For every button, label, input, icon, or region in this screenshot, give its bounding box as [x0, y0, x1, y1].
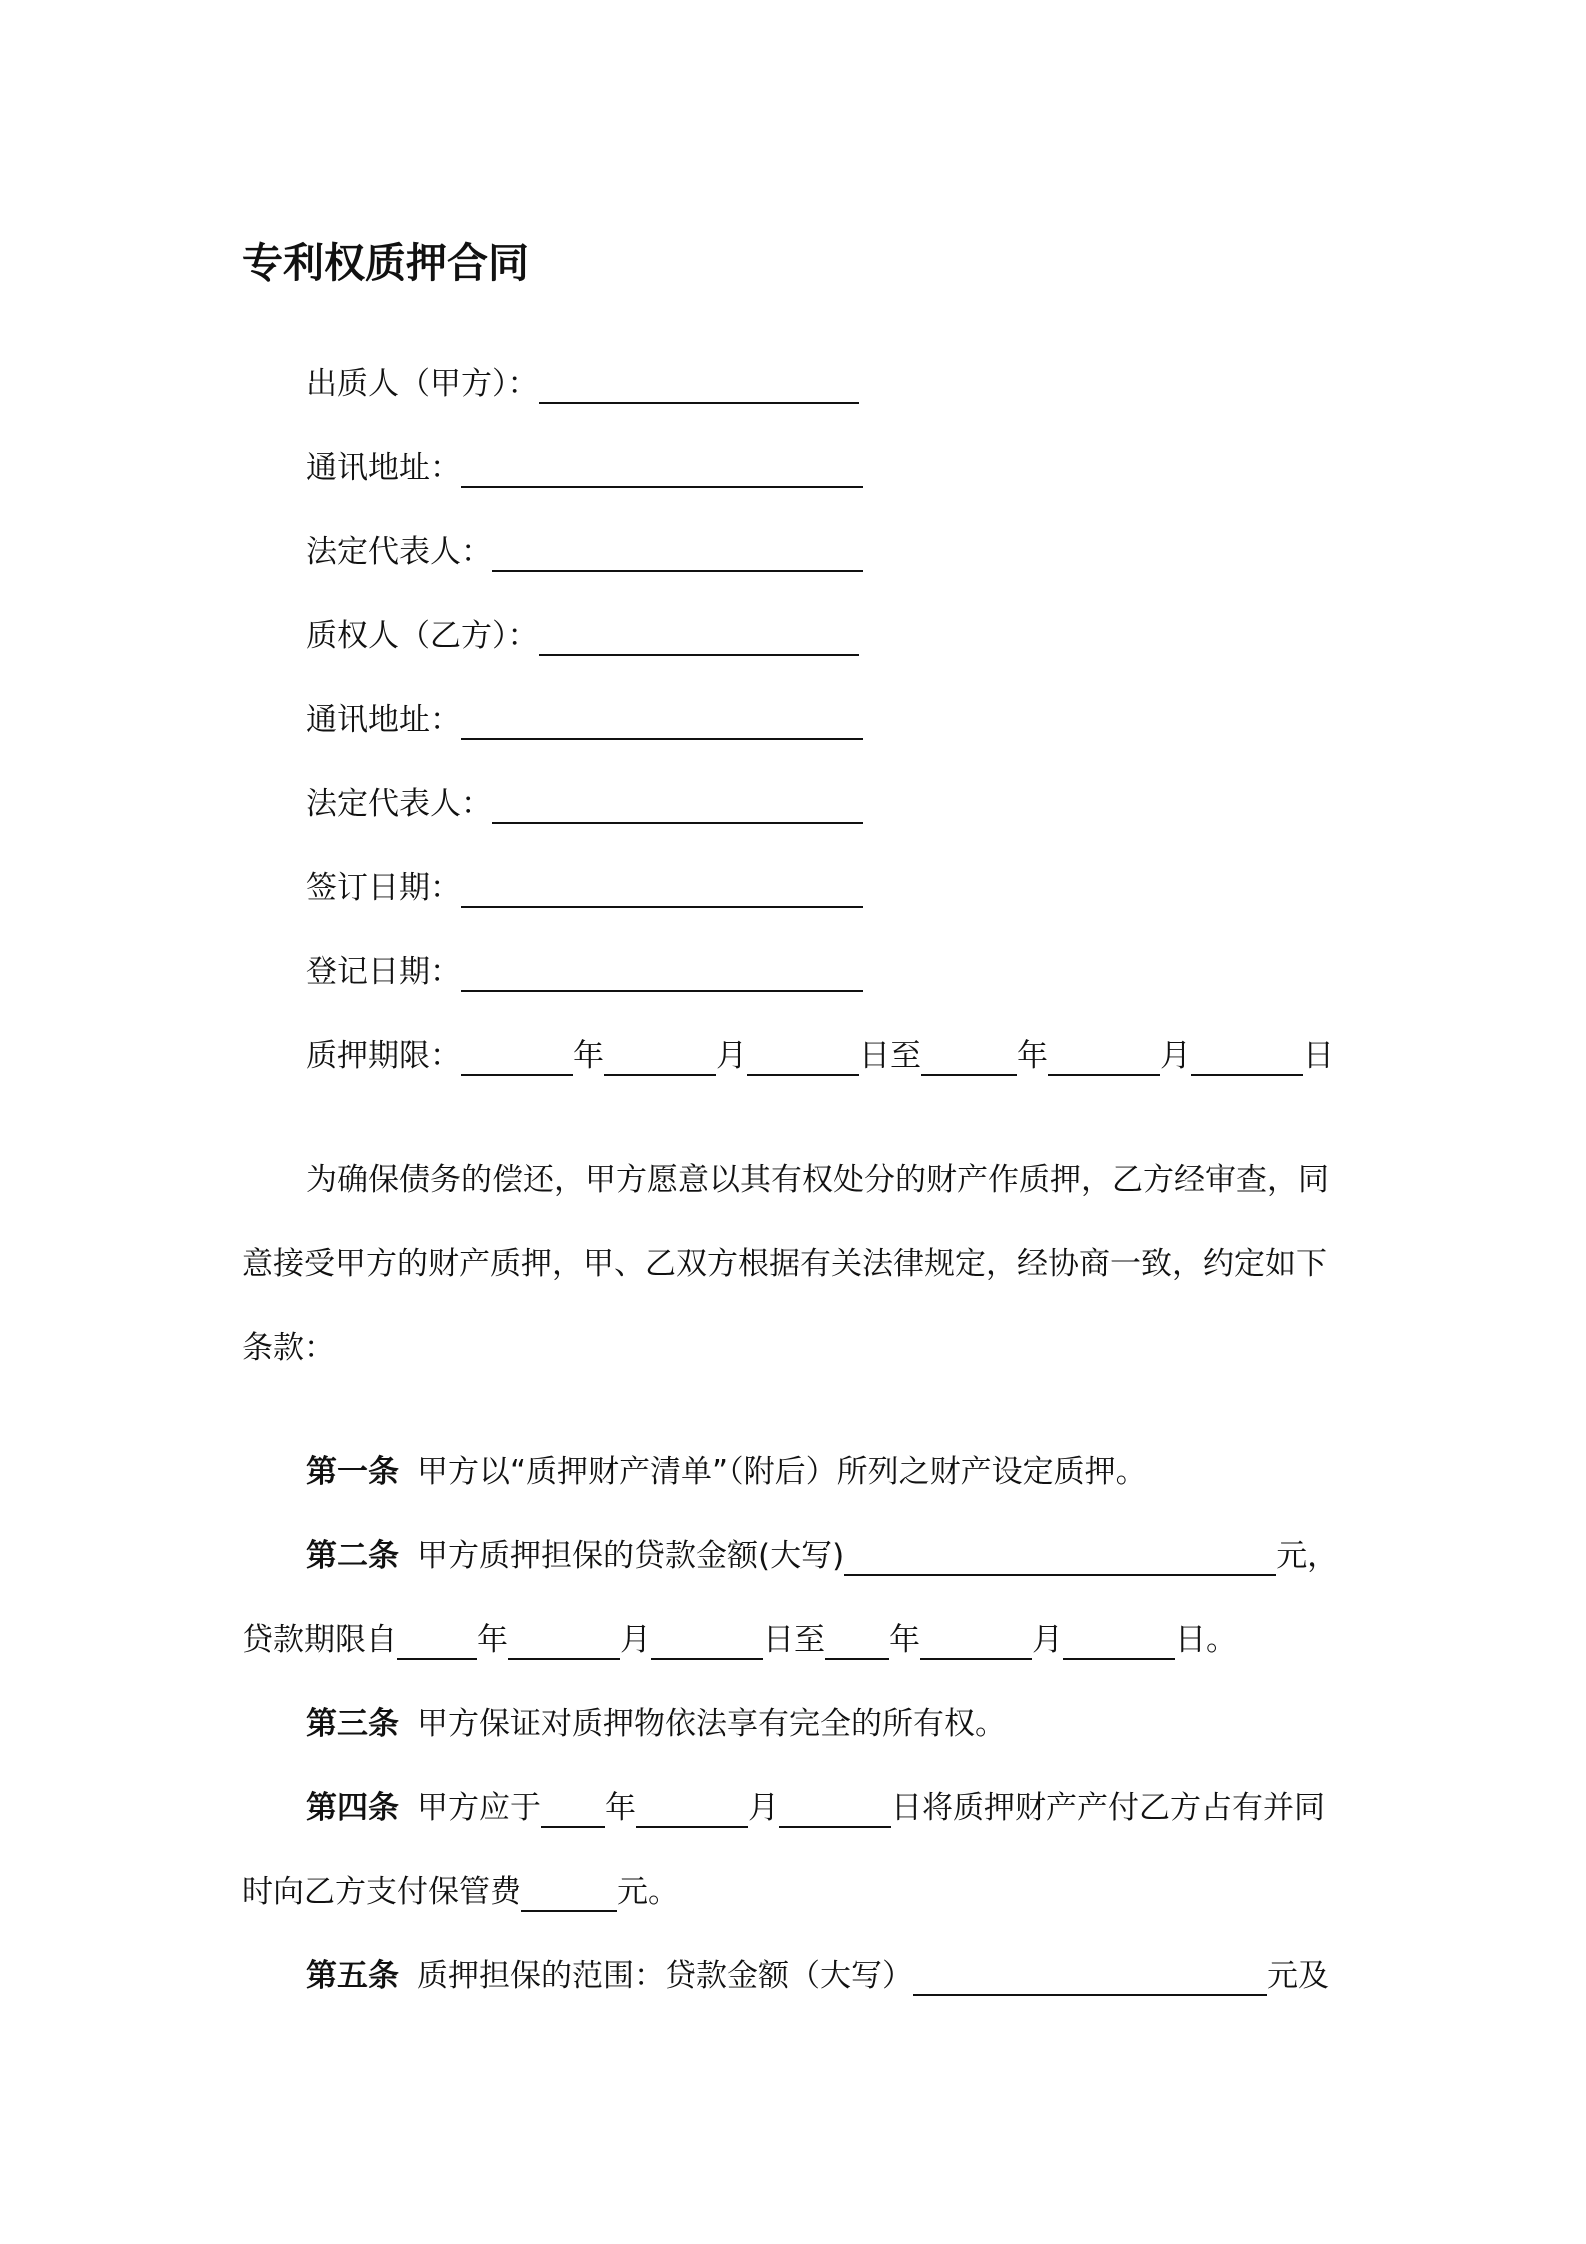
article-unit: 元，: [1276, 1538, 1339, 1574]
article-number: 第三条: [306, 1706, 399, 1742]
preamble-line-2: 意接受甲方的财产质押，甲、乙双方根据有关法律规定，经协商一致，约定如下: [242, 1246, 1327, 1282]
article-4: [306, 1782, 1325, 1834]
year-text: 年: [889, 1622, 920, 1658]
pledgee-blank[interactable]: [539, 614, 859, 656]
sign-date-blank[interactable]: [461, 866, 863, 908]
loan-end-day-blank[interactable]: [1063, 1618, 1175, 1660]
year-text: 年: [605, 1790, 636, 1826]
article-number: 第四条: [306, 1790, 399, 1826]
article-2-line-2: [242, 1614, 1237, 1666]
article-1: [306, 1446, 1147, 1498]
field-label: 签订日期：: [306, 870, 461, 906]
field-pledgor: [306, 358, 859, 410]
term-year-text: 年: [1017, 1038, 1048, 1074]
field-label: 登记日期：: [306, 954, 461, 990]
article-number: 第五条: [306, 1958, 399, 1994]
article-text: 甲方质押担保的贷款金额(大写): [417, 1538, 845, 1574]
field-label: 通讯地址：: [306, 450, 461, 486]
field-label: 出质人（甲方）：: [306, 366, 539, 402]
page-title: 专利权质押合同: [242, 239, 529, 287]
field-pledgee: [306, 610, 859, 662]
month-text: 月: [748, 1790, 779, 1826]
term-dayto-text: 日至: [859, 1038, 921, 1074]
article-text: 甲方以“质押财产清单”（附后）所列之财产设定质押。: [417, 1454, 1147, 1490]
register-date-blank[interactable]: [461, 950, 863, 992]
article-3: [306, 1698, 1006, 1750]
address-a-blank[interactable]: [461, 446, 863, 488]
article-number: 第一条: [306, 1454, 399, 1490]
article-text: 甲方应于: [417, 1790, 541, 1826]
guarantee-amount-blank[interactable]: [913, 1954, 1267, 1996]
day-end-text: 日。: [1175, 1622, 1237, 1658]
deliver-year-blank[interactable]: [541, 1786, 605, 1828]
deliver-month-blank[interactable]: [636, 1786, 748, 1828]
term-start-day-blank[interactable]: [747, 1034, 859, 1076]
term-month-text: 月: [1160, 1038, 1191, 1074]
term-year-text: 年: [573, 1038, 604, 1074]
article-text: 元及: [1267, 1958, 1329, 1994]
month-text: 月: [620, 1622, 651, 1658]
field-label: 法定代表人：: [306, 534, 492, 570]
preamble-line-1: 为确保债务的偿还，甲方愿意以其有权处分的财产作质押，乙方经审查，同: [306, 1162, 1329, 1198]
field-rep-b: [306, 778, 863, 830]
preamble-line-3: 条款：: [242, 1330, 335, 1366]
field-term: [306, 1030, 1334, 1082]
field-sign-date: [306, 862, 863, 914]
article-text: 时向乙方支付保管费: [242, 1874, 521, 1910]
loan-end-month-blank[interactable]: [920, 1618, 1032, 1660]
field-label: 通讯地址：: [306, 702, 461, 738]
article-text: 甲方保证对质押物依法享有完全的所有权。: [417, 1706, 1006, 1742]
term-start-month-blank[interactable]: [604, 1034, 716, 1076]
field-rep-a: [306, 526, 863, 578]
dayto-text: 日至: [763, 1622, 825, 1658]
article-text: 日将质押财产产付乙方占有并同: [891, 1790, 1325, 1826]
article-unit: 元。: [617, 1874, 679, 1910]
field-address-a: [306, 442, 863, 494]
term-day-text: 日: [1303, 1038, 1334, 1074]
rep-a-blank[interactable]: [492, 530, 863, 572]
term-month-text: 月: [716, 1038, 747, 1074]
article-text: 质押担保的范围：贷款金额（大写）: [417, 1958, 913, 1994]
term-end-year-blank[interactable]: [921, 1034, 1017, 1076]
article-4-line-2: [242, 1866, 679, 1918]
article-2: [306, 1530, 1338, 1582]
loan-amount-blank[interactable]: [844, 1534, 1276, 1576]
field-label: 法定代表人：: [306, 786, 492, 822]
loan-start-year-blank[interactable]: [397, 1618, 477, 1660]
term-start-year-blank[interactable]: [461, 1034, 573, 1076]
field-address-b: [306, 694, 863, 746]
field-register-date: [306, 946, 863, 998]
rep-b-blank[interactable]: [492, 782, 863, 824]
custody-fee-blank[interactable]: [521, 1870, 617, 1912]
month-text: 月: [1032, 1622, 1063, 1658]
article-number: 第二条: [306, 1538, 399, 1574]
field-label: 质权人（乙方）：: [306, 618, 539, 654]
article-5: [306, 1950, 1329, 2002]
deliver-day-blank[interactable]: [779, 1786, 891, 1828]
loan-start-day-blank[interactable]: [651, 1618, 763, 1660]
address-b-blank[interactable]: [461, 698, 863, 740]
loan-end-year-blank[interactable]: [825, 1618, 889, 1660]
article-text: 贷款期限自: [242, 1622, 397, 1658]
field-label: 质押期限：: [306, 1038, 461, 1074]
term-end-day-blank[interactable]: [1191, 1034, 1303, 1076]
loan-start-month-blank[interactable]: [508, 1618, 620, 1660]
year-text: 年: [477, 1622, 508, 1658]
term-end-month-blank[interactable]: [1048, 1034, 1160, 1076]
pledgor-blank[interactable]: [539, 362, 859, 404]
